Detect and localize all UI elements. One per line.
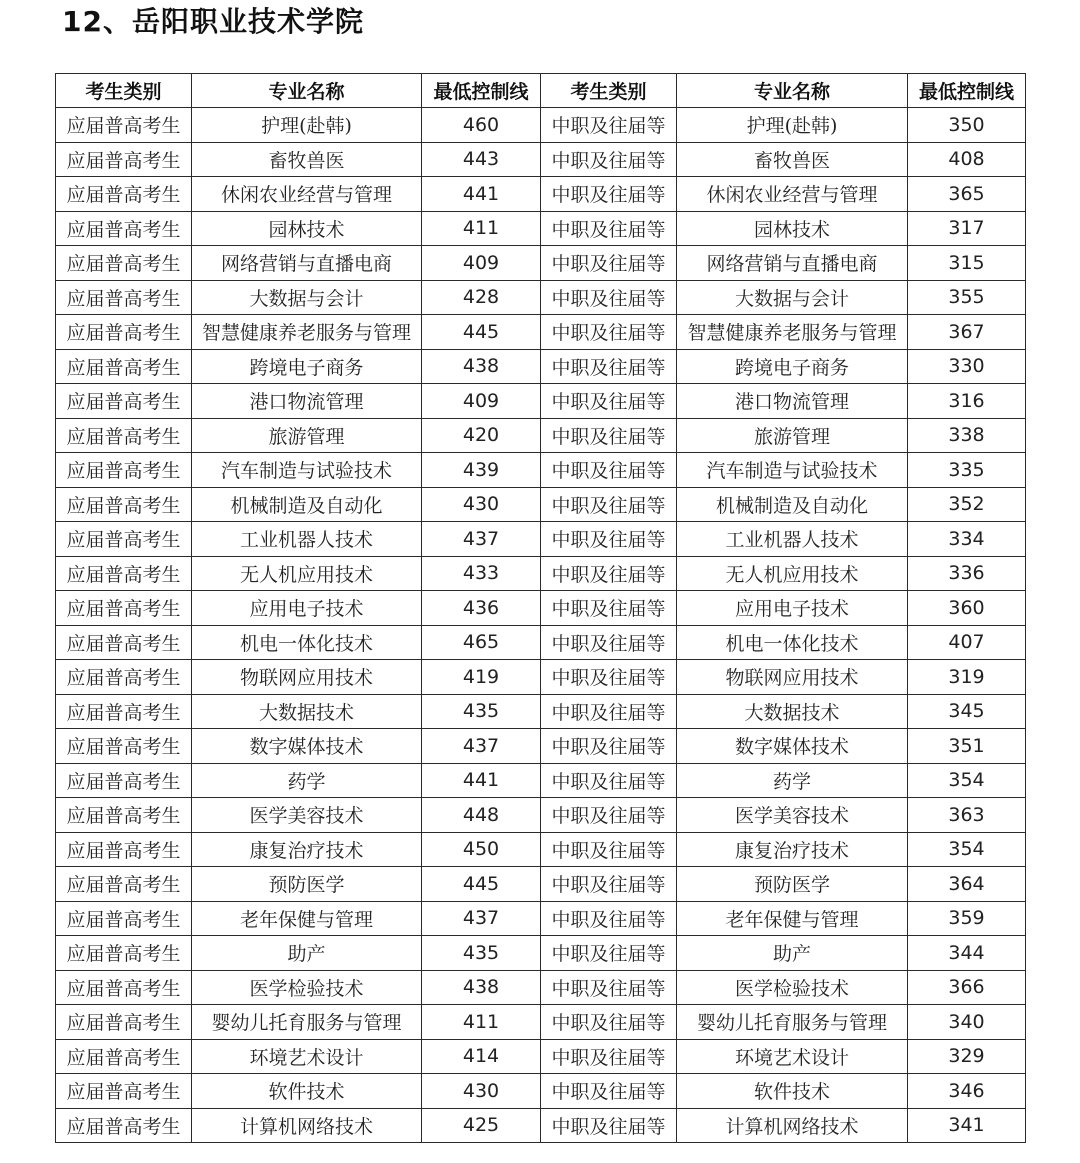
candidate-type-cell: 中职及往届等 xyxy=(541,1108,677,1143)
major-name-cell: 大数据技术 xyxy=(677,694,908,729)
candidate-type-cell: 应届普高考生 xyxy=(56,694,192,729)
major-name-cell: 无人机应用技术 xyxy=(192,556,422,591)
min-score-cell: 425 xyxy=(422,1108,541,1143)
min-score-cell: 365 xyxy=(908,177,1026,212)
major-name-cell: 助产 xyxy=(192,936,422,971)
candidate-type-cell: 中职及往届等 xyxy=(541,315,677,350)
major-name-cell: 旅游管理 xyxy=(677,418,908,453)
table-row xyxy=(56,694,1026,729)
min-score-cell: 354 xyxy=(908,763,1026,798)
min-score-cell: 439 xyxy=(422,453,541,488)
min-score-cell: 437 xyxy=(422,901,541,936)
major-name-cell: 工业机器人技术 xyxy=(192,522,422,557)
major-name-cell: 汽车制造与试验技术 xyxy=(192,453,422,488)
major-name-cell: 药学 xyxy=(192,763,422,798)
candidate-type-cell: 中职及往届等 xyxy=(541,418,677,453)
min-score-cell: 338 xyxy=(908,418,1026,453)
candidate-type-cell: 应届普高考生 xyxy=(56,660,192,695)
candidate-type-cell: 中职及往届等 xyxy=(541,694,677,729)
min-score-cell: 341 xyxy=(908,1108,1026,1143)
major-name-cell: 畜牧兽医 xyxy=(677,142,908,177)
major-name-cell: 老年保健与管理 xyxy=(192,901,422,936)
min-score-cell: 448 xyxy=(422,798,541,833)
min-score-cell: 316 xyxy=(908,384,1026,419)
table-row xyxy=(56,453,1026,488)
candidate-type-cell: 应届普高考生 xyxy=(56,901,192,936)
candidate-type-cell: 应届普高考生 xyxy=(56,832,192,867)
min-score-cell: 437 xyxy=(422,729,541,764)
candidate-type-cell: 应届普高考生 xyxy=(56,522,192,557)
candidate-type-cell: 中职及往届等 xyxy=(541,246,677,281)
table-row xyxy=(56,729,1026,764)
min-score-cell: 364 xyxy=(908,867,1026,902)
major-name-cell: 预防医学 xyxy=(192,867,422,902)
candidate-type-cell: 应届普高考生 xyxy=(56,625,192,660)
table-row xyxy=(56,280,1026,315)
min-score-cell: 360 xyxy=(908,591,1026,626)
min-score-cell: 407 xyxy=(908,625,1026,660)
min-score-cell: 419 xyxy=(422,660,541,695)
min-score-cell: 460 xyxy=(422,108,541,143)
min-score-cell: 465 xyxy=(422,625,541,660)
major-name-cell: 软件技术 xyxy=(677,1074,908,1109)
major-name-cell: 机械制造及自动化 xyxy=(192,487,422,522)
min-score-cell: 334 xyxy=(908,522,1026,557)
candidate-type-cell: 应届普高考生 xyxy=(56,1005,192,1040)
candidate-type-cell: 中职及往届等 xyxy=(541,1074,677,1109)
min-score-cell: 408 xyxy=(908,142,1026,177)
major-name-cell: 大数据技术 xyxy=(192,694,422,729)
candidate-type-cell: 应届普高考生 xyxy=(56,1074,192,1109)
candidate-type-cell: 应届普高考生 xyxy=(56,418,192,453)
table-row xyxy=(56,246,1026,281)
min-score-cell: 438 xyxy=(422,970,541,1005)
candidate-type-cell: 中职及往届等 xyxy=(541,384,677,419)
candidate-type-cell: 中职及往届等 xyxy=(541,487,677,522)
candidate-type-cell: 应届普高考生 xyxy=(56,487,192,522)
major-name-cell: 护理(赴韩) xyxy=(677,108,908,143)
major-name-cell: 休闲农业经营与管理 xyxy=(192,177,422,212)
major-name-cell: 大数据与会计 xyxy=(192,280,422,315)
admission-score-table xyxy=(55,73,1026,1143)
candidate-type-cell: 中职及往届等 xyxy=(541,832,677,867)
major-name-cell: 畜牧兽医 xyxy=(192,142,422,177)
min-score-cell: 450 xyxy=(422,832,541,867)
major-name-cell: 计算机网络技术 xyxy=(677,1108,908,1143)
major-name-cell: 医学美容技术 xyxy=(677,798,908,833)
table-row xyxy=(56,142,1026,177)
major-name-cell: 应用电子技术 xyxy=(677,591,908,626)
min-score-cell: 350 xyxy=(908,108,1026,143)
min-score-cell: 344 xyxy=(908,936,1026,971)
major-name-cell: 医学检验技术 xyxy=(192,970,422,1005)
min-score-cell: 411 xyxy=(422,1005,541,1040)
candidate-type-cell: 中职及往届等 xyxy=(541,108,677,143)
major-name-cell: 港口物流管理 xyxy=(192,384,422,419)
major-name-cell: 计算机网络技术 xyxy=(192,1108,422,1143)
candidate-type-cell: 应届普高考生 xyxy=(56,970,192,1005)
min-score-cell: 317 xyxy=(908,211,1026,246)
major-name-cell: 康复治疗技术 xyxy=(677,832,908,867)
table-row xyxy=(56,522,1026,557)
candidate-type-cell: 应届普高考生 xyxy=(56,591,192,626)
major-name-cell: 休闲农业经营与管理 xyxy=(677,177,908,212)
major-name-cell: 应用电子技术 xyxy=(192,591,422,626)
candidate-type-cell: 中职及往届等 xyxy=(541,142,677,177)
min-score-cell: 329 xyxy=(908,1039,1026,1074)
major-name-cell: 康复治疗技术 xyxy=(192,832,422,867)
major-name-cell: 旅游管理 xyxy=(192,418,422,453)
min-score-cell: 315 xyxy=(908,246,1026,281)
candidate-type-cell: 中职及往届等 xyxy=(541,867,677,902)
table-row xyxy=(56,1005,1026,1040)
min-score-cell: 363 xyxy=(908,798,1026,833)
header-candidate-type-1: 考生类别 xyxy=(56,74,192,108)
min-score-cell: 445 xyxy=(422,315,541,350)
min-score-cell: 445 xyxy=(422,867,541,902)
candidate-type-cell: 中职及往届等 xyxy=(541,936,677,971)
min-score-cell: 359 xyxy=(908,901,1026,936)
min-score-cell: 437 xyxy=(422,522,541,557)
candidate-type-cell: 应届普高考生 xyxy=(56,763,192,798)
table-row xyxy=(56,487,1026,522)
candidate-type-cell: 应届普高考生 xyxy=(56,349,192,384)
major-name-cell: 老年保健与管理 xyxy=(677,901,908,936)
major-name-cell: 汽车制造与试验技术 xyxy=(677,453,908,488)
candidate-type-cell: 应届普高考生 xyxy=(56,280,192,315)
table-body xyxy=(56,108,1026,1143)
header-major-name-2: 专业名称 xyxy=(677,74,908,108)
major-name-cell: 婴幼儿托育服务与管理 xyxy=(192,1005,422,1040)
min-score-cell: 411 xyxy=(422,211,541,246)
min-score-cell: 409 xyxy=(422,246,541,281)
table-row xyxy=(56,867,1026,902)
table-row xyxy=(56,418,1026,453)
major-name-cell: 工业机器人技术 xyxy=(677,522,908,557)
table-row xyxy=(56,108,1026,143)
major-name-cell: 物联网应用技术 xyxy=(677,660,908,695)
min-score-cell: 430 xyxy=(422,487,541,522)
candidate-type-cell: 中职及往届等 xyxy=(541,901,677,936)
candidate-type-cell: 中职及往届等 xyxy=(541,798,677,833)
header-candidate-type-2: 考生类别 xyxy=(541,74,677,108)
major-name-cell: 智慧健康养老服务与管理 xyxy=(192,315,422,350)
header-min-score-1: 最低控制线 xyxy=(422,74,541,108)
candidate-type-cell: 中职及往届等 xyxy=(541,970,677,1005)
major-name-cell: 大数据与会计 xyxy=(677,280,908,315)
table-row xyxy=(56,832,1026,867)
table-row xyxy=(56,177,1026,212)
table-row xyxy=(56,625,1026,660)
candidate-type-cell: 中职及往届等 xyxy=(541,177,677,212)
min-score-cell: 330 xyxy=(908,349,1026,384)
candidate-type-cell: 应届普高考生 xyxy=(56,798,192,833)
table-row xyxy=(56,211,1026,246)
major-name-cell: 机械制造及自动化 xyxy=(677,487,908,522)
min-score-cell: 430 xyxy=(422,1074,541,1109)
major-name-cell: 网络营销与直播电商 xyxy=(192,246,422,281)
min-score-cell: 346 xyxy=(908,1074,1026,1109)
table-row xyxy=(56,798,1026,833)
major-name-cell: 网络营销与直播电商 xyxy=(677,246,908,281)
min-score-cell: 367 xyxy=(908,315,1026,350)
candidate-type-cell: 中职及往届等 xyxy=(541,591,677,626)
table-row xyxy=(56,384,1026,419)
candidate-type-cell: 中职及往届等 xyxy=(541,1039,677,1074)
candidate-type-cell: 应届普高考生 xyxy=(56,453,192,488)
min-score-cell: 414 xyxy=(422,1039,541,1074)
candidate-type-cell: 应届普高考生 xyxy=(56,867,192,902)
min-score-cell: 436 xyxy=(422,591,541,626)
candidate-type-cell: 应届普高考生 xyxy=(56,246,192,281)
candidate-type-cell: 中职及往届等 xyxy=(541,556,677,591)
major-name-cell: 预防医学 xyxy=(677,867,908,902)
min-score-cell: 441 xyxy=(422,763,541,798)
major-name-cell: 药学 xyxy=(677,763,908,798)
candidate-type-cell: 应届普高考生 xyxy=(56,315,192,350)
major-name-cell: 环境艺术设计 xyxy=(192,1039,422,1074)
major-name-cell: 物联网应用技术 xyxy=(192,660,422,695)
min-score-cell: 354 xyxy=(908,832,1026,867)
major-name-cell: 护理(赴韩) xyxy=(192,108,422,143)
candidate-type-cell: 中职及往届等 xyxy=(541,763,677,798)
min-score-cell: 435 xyxy=(422,694,541,729)
table-row xyxy=(56,1108,1026,1143)
major-name-cell: 跨境电子商务 xyxy=(677,349,908,384)
min-score-cell: 435 xyxy=(422,936,541,971)
min-score-cell: 335 xyxy=(908,453,1026,488)
candidate-type-cell: 应届普高考生 xyxy=(56,211,192,246)
candidate-type-cell: 应届普高考生 xyxy=(56,1108,192,1143)
table-row xyxy=(56,556,1026,591)
major-name-cell: 智慧健康养老服务与管理 xyxy=(677,315,908,350)
candidate-type-cell: 中职及往届等 xyxy=(541,280,677,315)
major-name-cell: 环境艺术设计 xyxy=(677,1039,908,1074)
major-name-cell: 数字媒体技术 xyxy=(677,729,908,764)
min-score-cell: 340 xyxy=(908,1005,1026,1040)
candidate-type-cell: 中职及往届等 xyxy=(541,349,677,384)
major-name-cell: 婴幼儿托育服务与管理 xyxy=(677,1005,908,1040)
min-score-cell: 345 xyxy=(908,694,1026,729)
min-score-cell: 441 xyxy=(422,177,541,212)
candidate-type-cell: 中职及往届等 xyxy=(541,453,677,488)
min-score-cell: 438 xyxy=(422,349,541,384)
table-row xyxy=(56,1039,1026,1074)
major-name-cell: 数字媒体技术 xyxy=(192,729,422,764)
candidate-type-cell: 应届普高考生 xyxy=(56,1039,192,1074)
major-name-cell: 机电一体化技术 xyxy=(677,625,908,660)
major-name-cell: 跨境电子商务 xyxy=(192,349,422,384)
major-name-cell: 无人机应用技术 xyxy=(677,556,908,591)
table-row xyxy=(56,660,1026,695)
header-major-name-1: 专业名称 xyxy=(192,74,422,108)
min-score-cell: 443 xyxy=(422,142,541,177)
major-name-cell: 园林技术 xyxy=(192,211,422,246)
candidate-type-cell: 应届普高考生 xyxy=(56,384,192,419)
table-row xyxy=(56,1074,1026,1109)
candidate-type-cell: 中职及往届等 xyxy=(541,660,677,695)
min-score-cell: 336 xyxy=(908,556,1026,591)
table-row xyxy=(56,315,1026,350)
min-score-cell: 319 xyxy=(908,660,1026,695)
min-score-cell: 352 xyxy=(908,487,1026,522)
candidate-type-cell: 应届普高考生 xyxy=(56,177,192,212)
table-row xyxy=(56,970,1026,1005)
candidate-type-cell: 中职及往届等 xyxy=(541,1005,677,1040)
major-name-cell: 港口物流管理 xyxy=(677,384,908,419)
table-row xyxy=(56,901,1026,936)
table-row xyxy=(56,763,1026,798)
major-name-cell: 机电一体化技术 xyxy=(192,625,422,660)
min-score-cell: 366 xyxy=(908,970,1026,1005)
major-name-cell: 助产 xyxy=(677,936,908,971)
table-header-row xyxy=(56,74,1026,108)
min-score-cell: 351 xyxy=(908,729,1026,764)
header-min-score-2: 最低控制线 xyxy=(908,74,1026,108)
table-row xyxy=(56,349,1026,384)
candidate-type-cell: 应届普高考生 xyxy=(56,556,192,591)
candidate-type-cell: 应届普高考生 xyxy=(56,142,192,177)
table-row xyxy=(56,591,1026,626)
candidate-type-cell: 中职及往届等 xyxy=(541,211,677,246)
candidate-type-cell: 中职及往届等 xyxy=(541,522,677,557)
page-title: 12、岳阳职业技术学院 xyxy=(62,5,364,38)
min-score-cell: 428 xyxy=(422,280,541,315)
major-name-cell: 医学美容技术 xyxy=(192,798,422,833)
candidate-type-cell: 应届普高考生 xyxy=(56,108,192,143)
major-name-cell: 软件技术 xyxy=(192,1074,422,1109)
min-score-cell: 355 xyxy=(908,280,1026,315)
candidate-type-cell: 中职及往届等 xyxy=(541,729,677,764)
candidate-type-cell: 应届普高考生 xyxy=(56,936,192,971)
min-score-cell: 420 xyxy=(422,418,541,453)
candidate-type-cell: 中职及往届等 xyxy=(541,625,677,660)
min-score-cell: 409 xyxy=(422,384,541,419)
candidate-type-cell: 应届普高考生 xyxy=(56,729,192,764)
major-name-cell: 医学检验技术 xyxy=(677,970,908,1005)
major-name-cell: 园林技术 xyxy=(677,211,908,246)
table-row xyxy=(56,936,1026,971)
min-score-cell: 433 xyxy=(422,556,541,591)
